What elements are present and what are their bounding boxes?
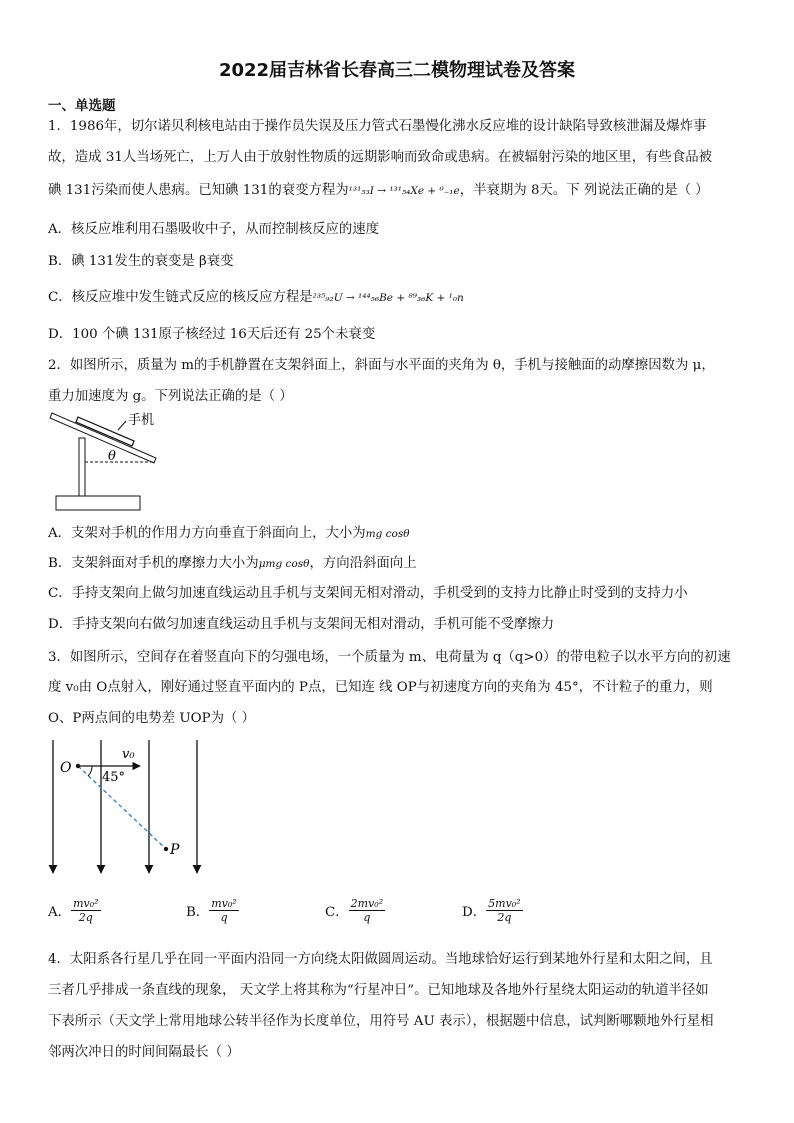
q1-line-1: 1．1986年，切尔诺贝利核电站由于操作员失误及压力管式石墨慢化沸水反应堆的设计缺陷导致核泄漏及爆炸事 — [48, 119, 707, 134]
q1-line-2: 故，造成 31人当场死亡，上万人由于放射性物质的远期影响而致命或患病。在被辐射污染的地区里，有些食品被 — [48, 150, 713, 165]
q2-option-a-text: A．支架对手机的作用力方向垂直于斜面向上，大小为 — [48, 526, 366, 541]
stand-pole — [79, 438, 85, 496]
velocity-label: v₀ — [122, 747, 135, 762]
q3-option-a — [48, 897, 101, 924]
point-p — [164, 847, 168, 851]
q4-line-1: 4．太阳系各行星几乎在同一平面内沿同一方向绕太阳做圆周运动。当地球恰好运行到某地外行星和太阳之间，且 — [48, 952, 713, 967]
q2-option-a — [48, 524, 410, 544]
angle-arc — [88, 766, 92, 776]
point-o — [76, 764, 80, 768]
q3-option-a-num: mv₀² — [73, 897, 99, 910]
q1-option-c — [48, 288, 464, 308]
phone-label: 手机 — [128, 413, 155, 428]
q4-line-2: 三者几乎排成一条直线的现象， 天文学上将其称为“行星冲日”。已知地球及各地外行星绕太阳运动的轨道半径如 — [48, 983, 709, 998]
q1-option-d: D．100 个碘 131原子核经过 16天后还有 25个未衰变 — [48, 327, 376, 342]
q2-line-1: 2．如图所示，质量为 m的手机静置在支架斜面上，斜面与水平面的夹角为 θ，手机与接触面的动摩擦因数为 μ， — [48, 358, 715, 373]
page-title: 2022届吉林省长春高三二模物理试卷及答案 — [218, 60, 576, 81]
q2-option-b-tail: ，方向沿斜面向上 — [309, 556, 417, 571]
point-o-label: O — [60, 760, 72, 776]
q3-option-a-label: A． — [48, 905, 72, 920]
q4-line-4: 邻两次冲日的时间间隔最长（ ） — [48, 1045, 240, 1060]
q3-line-3: O、P两点间的电势差 UOP为（ ） — [48, 711, 256, 726]
q2-option-d: D．手持支架向右做匀加速直线运动且手机与支架间无相对滑动，手机可能不受摩擦力 — [48, 617, 555, 632]
q3-options — [48, 893, 608, 933]
q2-option-a-expr: mg cosθ — [365, 528, 410, 540]
q1-line-3a: 碘 131污染而使人患病。已知碘 131的衰变方程为 — [48, 183, 349, 198]
q3-option-c — [325, 897, 385, 924]
q3-option-a-den: 2q — [78, 911, 93, 924]
q3-option-d-den: 2q — [497, 911, 512, 924]
phone-pointer-line — [118, 421, 126, 430]
angle-theta-label: θ — [108, 449, 116, 464]
q3-option-b-label: B． — [186, 905, 210, 920]
q3-option-d-label: D． — [462, 905, 487, 920]
q3-option-b-den: q — [220, 911, 228, 924]
q2-option-b-text: B．支架斜面对手机的摩擦力大小为 — [48, 556, 259, 571]
q3-option-d-fraction — [486, 897, 522, 924]
q3-option-b-num: mv₀² — [211, 897, 237, 910]
section-heading: 一、单选题 — [48, 98, 116, 114]
q3-line-1: 3．如图所示，空间存在着竖直向下的匀强电场，一个质量为 m、电荷量为 q（q>0）的带电粒子以水平方向的初速 — [48, 650, 731, 665]
q3-option-d — [462, 897, 523, 924]
q2-phone-stand-figure — [48, 410, 168, 515]
q3-option-c-den: q — [363, 911, 371, 924]
q2-line-2: 重力加速度为 g。下列说法正确的是（ ） — [48, 389, 293, 404]
q4-line-3: 下表所示（天文学上常用地球公转半径作为长度单位，用符号 AU 表示），根据题中信息，试判断哪颗地外行星相 — [48, 1014, 714, 1029]
point-p-label: P — [170, 842, 180, 858]
q1-option-a: A．核反应堆利用石墨吸收中子，从而控制核反应的速度 — [48, 222, 380, 237]
q1-option-c-text: C．核反应堆中发生链式反应的核反应方程是 — [48, 290, 313, 305]
q1-decay-equation: ¹³¹₅₃I → ¹³¹₅₄Xe + ⁰₋₁e — [348, 185, 460, 197]
q3-option-c-num: 2mv₀² — [350, 897, 384, 910]
q3-option-d-num: 5mv₀² — [488, 897, 521, 910]
angle-45-label: 45° — [102, 770, 126, 785]
q3-electric-field-figure — [40, 738, 220, 878]
stand-base — [56, 496, 140, 510]
q2-option-b — [48, 554, 417, 574]
q3-option-b — [186, 897, 239, 924]
q3-option-c-label: C． — [325, 905, 349, 920]
q1-line-3 — [48, 181, 709, 201]
q1-option-b: B．碘 131发生的衰变是 β衰变 — [48, 254, 234, 269]
q3-line-2: 度 v₀由 O点射入，刚好通过竖直平面内的 P点，已知连 线 OP与初速度方向的夹角为 45°，不计粒子的重力，则 — [48, 680, 713, 695]
q2-option-b-expr: μmg cosθ — [258, 558, 310, 570]
q3-option-c-fraction — [349, 897, 385, 924]
q1-line-3b: ，半衰期为 8天。下 列说法正确的是（ ） — [459, 183, 709, 198]
q3-option-b-fraction — [209, 897, 238, 924]
q2-option-c: C．手持支架向上做匀加速直线运动且手机与支架间无相对滑动，手机受到的支持力比静止时受到的支持力小 — [48, 586, 688, 601]
q1-fission-equation: ²³⁵₉₂U → ¹⁴⁴₅₆Be + ⁸⁹₃₆K + ¹₀n — [312, 292, 464, 304]
q3-option-a-fraction — [71, 897, 100, 924]
